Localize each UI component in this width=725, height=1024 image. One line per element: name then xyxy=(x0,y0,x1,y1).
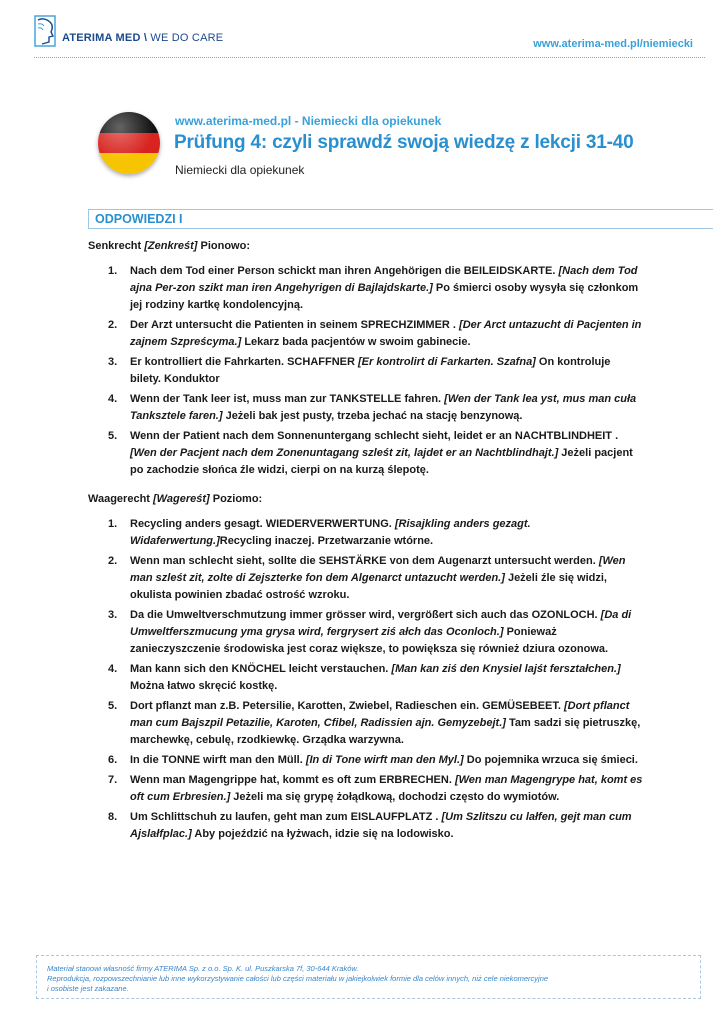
item-pronunciation: [Wen der Tank lea yst, mus man cuła Tanksztele faren.] xyxy=(130,393,637,422)
header-url-link[interactable]: www.aterima-med.pl/niemiecki xyxy=(533,38,693,50)
item-number: 2. xyxy=(108,319,118,331)
item-polish: Jeżeli bak jest pusty, trzeba jechać na stację benzynową. xyxy=(222,410,523,422)
brand-separator: \ xyxy=(143,32,148,44)
group-label-part: Poziomo: xyxy=(209,493,263,505)
item-german: Dort pflanzt man z.B. Petersilie, Karotten, Zwiebel, Radieschen ein. GEMÜSEBEET. xyxy=(130,700,564,712)
title-url-link[interactable]: www.aterima-med.pl - Niemiecki dla opiekunek xyxy=(175,114,442,128)
group-label-waagerecht xyxy=(88,491,643,508)
item-pronunciation: [Der Arct untazucht di Pacjenten in zajnem Szpreścyma.] xyxy=(130,319,642,348)
footer-line: i osobiste jest zakazane. xyxy=(47,984,129,993)
page-subtitle: Niemiecki dla opiekunek xyxy=(175,163,305,177)
item-polish: Lekarz bada pacjentów w swoim gabinecie. xyxy=(241,336,471,348)
flag-band-gold xyxy=(98,153,160,174)
item-german: Man kann sich den KNÖCHEL leicht verstauchen. xyxy=(130,663,392,675)
logo-face-icon xyxy=(34,14,58,48)
item-polish: Tam sadzi się pietruszkę, marchewkę, cebulę, rzodkiewkę. Grządka warzywna. xyxy=(130,717,641,746)
item-polish: Aby pojeździć na łyżwach, idzie się na lodowisko. xyxy=(191,828,454,840)
list-item xyxy=(88,354,643,388)
brand-name xyxy=(62,32,223,44)
item-number: 1. xyxy=(108,265,118,277)
item-number: 6. xyxy=(108,754,118,766)
group-label-part: Senkrecht xyxy=(88,240,145,252)
item-german: Wenn der Tank leer ist, muss man zur TANKSTELLE fahren. xyxy=(130,393,445,405)
list-item xyxy=(88,516,643,550)
item-polish: Można łatwo skręcić kostkę. xyxy=(130,680,278,692)
answer-list-waagerecht xyxy=(88,516,643,843)
item-pronunciation: [Wen man Magengrype hat, komt es oft cum Erbresien.] xyxy=(130,774,643,803)
item-number: 4. xyxy=(108,393,118,405)
section-heading: ODPOWIEDZI I xyxy=(88,209,713,229)
list-item xyxy=(88,317,643,351)
list-item xyxy=(88,428,643,479)
list-item xyxy=(88,661,643,695)
item-pronunciation: [Nach dem Tod ajna Per-zon szikt man iren Angehyrigen di Bajlajdskarte.] xyxy=(130,265,638,294)
brand-logo xyxy=(34,14,223,48)
item-german: Der Arzt untersucht die Patienten in seinem SPRECHZIMMER . xyxy=(130,319,460,331)
answer-list-senkrecht xyxy=(88,263,643,479)
answers-content xyxy=(88,238,643,855)
item-german: In die TONNE wirft man den Müll. xyxy=(130,754,306,766)
item-number: 7. xyxy=(108,774,118,786)
group-label-senkrecht xyxy=(88,238,643,255)
page-header xyxy=(0,0,725,60)
item-german: Da die Umweltverschmutzung immer grösser wird, vergrößert sich auch das OZONLOCH. xyxy=(130,609,601,621)
copyright-footer xyxy=(36,955,701,999)
item-polish: Do pojemnika wrzuca się śmieci. xyxy=(463,754,638,766)
item-polish: Jeżeli pacjent po zachodzie słońca źle widzi, cierpi on na kurzą ślepotę. xyxy=(130,447,633,476)
list-item xyxy=(88,553,643,604)
item-polish: Ponieważ zanieczyszczenie środowiska jest coraz większe, to powiększa się również dziura ozonowa. xyxy=(130,626,609,655)
group-label-pronunciation: [Zenkreśt] xyxy=(144,240,198,252)
item-number: 2. xyxy=(108,555,118,567)
item-number: 8. xyxy=(108,811,118,823)
footer-line: Reprodukcja, rozpowszechnianie lub inne wykorzystywanie całości lub części materiału w jakiejkolwiek formie dla celów innych, niż cele niekomercyjne xyxy=(47,974,549,983)
item-number: 1. xyxy=(108,518,118,530)
item-pronunciation: [Wen der Pacjent nach dem Zonenuntagang szleśt zit, lajdet er an Nachtblindhajt.] xyxy=(130,447,559,459)
brand-tagline: WE DO CARE xyxy=(150,32,224,44)
list-item xyxy=(88,772,643,806)
item-german: Wenn man Magengrippe hat, kommt es oft zum ERBRECHEN. xyxy=(130,774,455,786)
item-polish: Jeżeli źle się widzi, okulista powinien zbadać ostrość wzroku. xyxy=(130,572,607,601)
item-pronunciation: [Wen man szleśt zit, zolte di Zejszterke fon dem Algenarct untazucht werden.] xyxy=(130,555,626,584)
item-german: Recycling anders gesagt. WIEDERVERWERTUNG. xyxy=(130,518,395,530)
list-item xyxy=(88,809,643,843)
header-divider xyxy=(34,57,705,58)
list-item xyxy=(88,263,643,314)
item-pronunciation: [Da di Umweltferszmucung yma grysa wird, fergrysert ziś ałch das Oconloch.] xyxy=(130,609,632,638)
list-item xyxy=(88,698,643,749)
item-pronunciation: [In di Tone wirft man den Myl.] xyxy=(305,754,464,766)
footer-line: Materiał stanowi własność firmy ATERIMA Sp. z o.o. Sp. K. ul. Puszkarska 7f, 30-644 Kraków. xyxy=(47,964,359,973)
item-polish: Po śmierci osoby wysyła się członkom jej rodziny kartkę kondolencyjną. xyxy=(130,282,639,311)
item-german: Um Schlittschuh zu laufen, geht man zum EISLAUFPLATZ . xyxy=(130,811,442,823)
german-flag-icon xyxy=(98,112,160,174)
item-pronunciation: [Dort pflanct man cum Bajszpil Petazilie, Karoten, Cfibel, Radissien ajn. Gemyzebejt.] xyxy=(130,700,630,729)
item-german: Nach dem Tod einer Person schickt man ihren Angehörigen die BEILEIDSKARTE. xyxy=(130,265,559,277)
item-number: 3. xyxy=(108,609,118,621)
item-pronunciation: [Er kontrolirt di Farkarten. Szafna] xyxy=(357,356,536,368)
group-label-part: Pionowo: xyxy=(197,240,250,252)
item-german: Wenn der Patient nach dem Sonnenuntergang schlecht sieht, leidet er an NACHTBLINDHEIT . xyxy=(130,430,619,442)
group-label-pronunciation: [Wagereśt] xyxy=(153,493,210,505)
item-polish: Jeżeli ma się grypę żołądkową, dochodzi często do wymiotów. xyxy=(230,791,560,803)
item-number: 5. xyxy=(108,700,118,712)
item-pronunciation: [Risajkling anders gezagt. Widaferwertung.] xyxy=(130,518,531,547)
list-item xyxy=(88,607,643,658)
item-german: Wenn man schlecht sieht, sollte die SEHSTÄRKE von dem Augenarzt untersucht werden. xyxy=(130,555,599,567)
item-polish: Recycling inaczej. Przetwarzanie wtórne. xyxy=(219,535,434,547)
item-polish: On kontroluje bilety. Konduktor xyxy=(130,356,611,385)
brand-label: ATERIMA MED xyxy=(62,32,141,44)
group-label-part: Waagerecht xyxy=(88,493,154,505)
page-title: Prüfung 4: czyli sprawdź swoją wiedzę z lekcji 31-40 xyxy=(174,132,634,153)
flag-band-black xyxy=(98,112,160,133)
item-number: 5. xyxy=(108,430,118,442)
flag-band-red xyxy=(98,133,160,154)
item-pronunciation: [Man kan ziś den Knysiel lajśt ferształchen.] xyxy=(391,663,621,675)
item-pronunciation: [Um Szlitszu cu lałfen, gejt man cum Ajslałfplac.] xyxy=(130,811,632,840)
list-item xyxy=(88,391,643,425)
item-number: 3. xyxy=(108,356,118,368)
item-number: 4. xyxy=(108,663,118,675)
list-item xyxy=(88,752,643,769)
item-german: Er kontrolliert die Fahrkarten. SCHAFFNER xyxy=(130,356,358,368)
